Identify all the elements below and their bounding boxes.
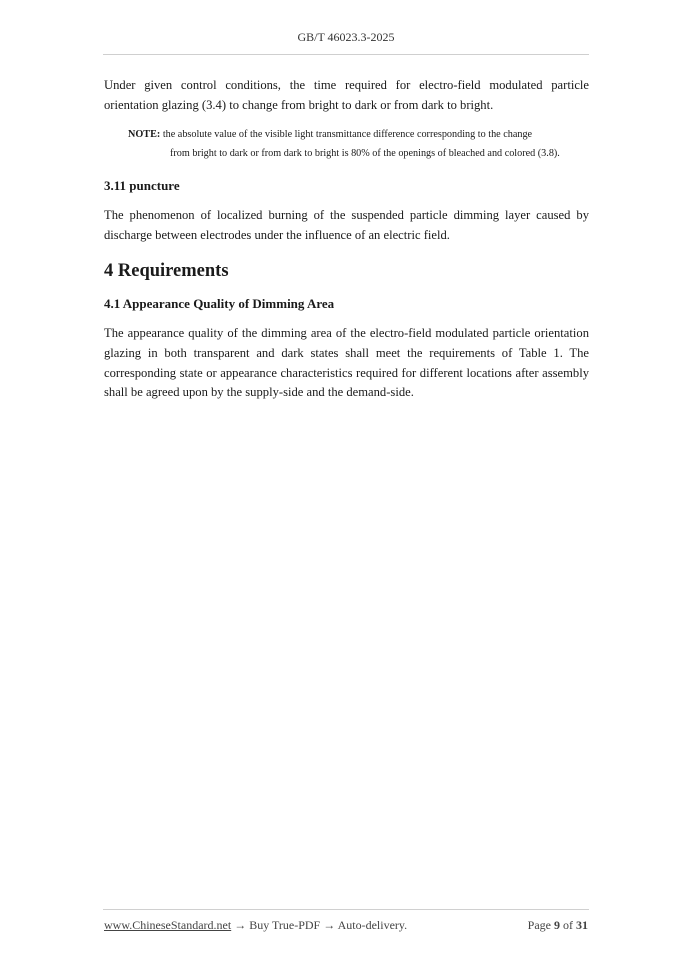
section-3-11-text: The phenomenon of localized burning of the suspended particle dimming layer caused by discharge between electrodes under the influence of an electric field. — [104, 208, 589, 242]
arrow-icon: → — [323, 918, 336, 932]
arrow-icon: → — [234, 918, 247, 932]
total-pages-number: 31 — [576, 918, 588, 932]
page-header — [103, 30, 589, 45]
page-indicator — [528, 918, 588, 933]
definition-paragraph: Under given control conditions, the time required for electro-field modulated particle orientation glazing (3.4) to change from bright to dark or from dark to bright. — [104, 78, 589, 112]
footer-promo — [104, 918, 407, 933]
section-4-1-heading: 4.1 Appearance Quality of Dimming Area — [104, 296, 335, 312]
of-word: of — [563, 918, 573, 932]
header-divider — [103, 54, 589, 55]
auto-delivery-text: Auto-delivery. — [337, 918, 408, 932]
note-label: NOTE: — [128, 129, 161, 141]
note-text-continued: from bright to dark or from dark to bright is 80% of the openings of bleached and colored (3.8). — [170, 147, 560, 159]
page-body — [104, 76, 589, 403]
section-4-1-text: The appearance quality of the dimming area of the electro-field modulated particle orientation glazing in both transparent and dark states shall meet the requirements of Table 1. The corresponding state or appearance characteristics required for different locations after assembly shall be agreed upon by the supply-side and the demand-side. — [104, 326, 589, 400]
footer-divider — [103, 909, 589, 910]
document-code: GB/T 46023.3-2025 — [297, 30, 395, 44]
page-word: Page — [527, 918, 551, 932]
site-link[interactable]: www.ChineseStandard.net — [104, 918, 232, 932]
note-first-line — [128, 126, 589, 145]
section-4-heading: 4 Requirements — [104, 261, 229, 282]
section-3-11-heading: 3.11 puncture — [104, 178, 180, 194]
buy-pdf-text: Buy True-PDF — [249, 918, 321, 932]
note-text-line1: the absolute value of the visible light transmittance difference corresponding to the change — [162, 129, 533, 141]
note-block — [128, 126, 589, 163]
current-page-number: 9 — [554, 918, 560, 932]
